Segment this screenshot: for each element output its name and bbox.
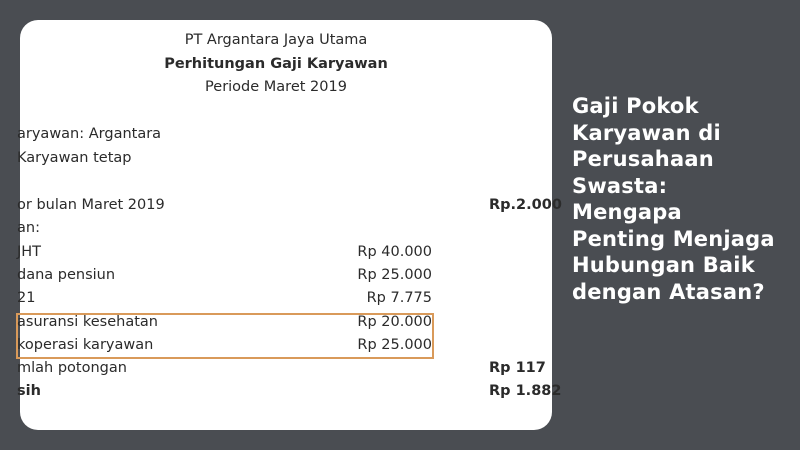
gross-salary-label: or bulan Maret 2019 [17, 197, 165, 213]
gross-salary-value: Rp.2.000 [489, 197, 562, 213]
deduction-value: Rp 20.000 [357, 314, 432, 330]
deduction-label: dana pensiun [17, 267, 116, 283]
total-deductions-value: Rp 117 [489, 360, 546, 376]
company-name: PT Argantara Jaya Utama [184, 32, 368, 48]
deduction-label: asuransi kesehatan [17, 314, 158, 330]
deductions-label: an: [17, 220, 40, 236]
deduction-value: Rp 25.000 [357, 337, 432, 353]
total-deductions-label: mlah potongan [17, 360, 127, 376]
payslip-image-card [17, 20, 562, 430]
employee-name-line: aryawan: Argantara [17, 126, 162, 142]
net-salary-label: sih [17, 383, 41, 399]
document-period: Periode Maret 2019 [205, 79, 347, 95]
deduction-value: Rp 25.000 [357, 267, 432, 283]
deduction-label: 21 [17, 290, 36, 306]
deduction-label: koperasi karyawan [17, 337, 154, 353]
employee-status-line: Karyawan tetap [17, 150, 132, 166]
document-title: Perhitungan Gaji Karyawan [164, 56, 388, 72]
deduction-value: Rp 40.000 [357, 244, 432, 260]
net-salary-value: Rp 1.882 [489, 383, 562, 399]
payslip-document [17, 20, 562, 430]
deduction-value: Rp 7.775 [366, 290, 432, 306]
deduction-label: JHT [17, 244, 42, 260]
article-headline: Gaji Pokok Karyawan di Perusahaan Swasta: Mengapa Penting Menjaga Hubungan Baik dengan Atasan? [572, 94, 775, 304]
